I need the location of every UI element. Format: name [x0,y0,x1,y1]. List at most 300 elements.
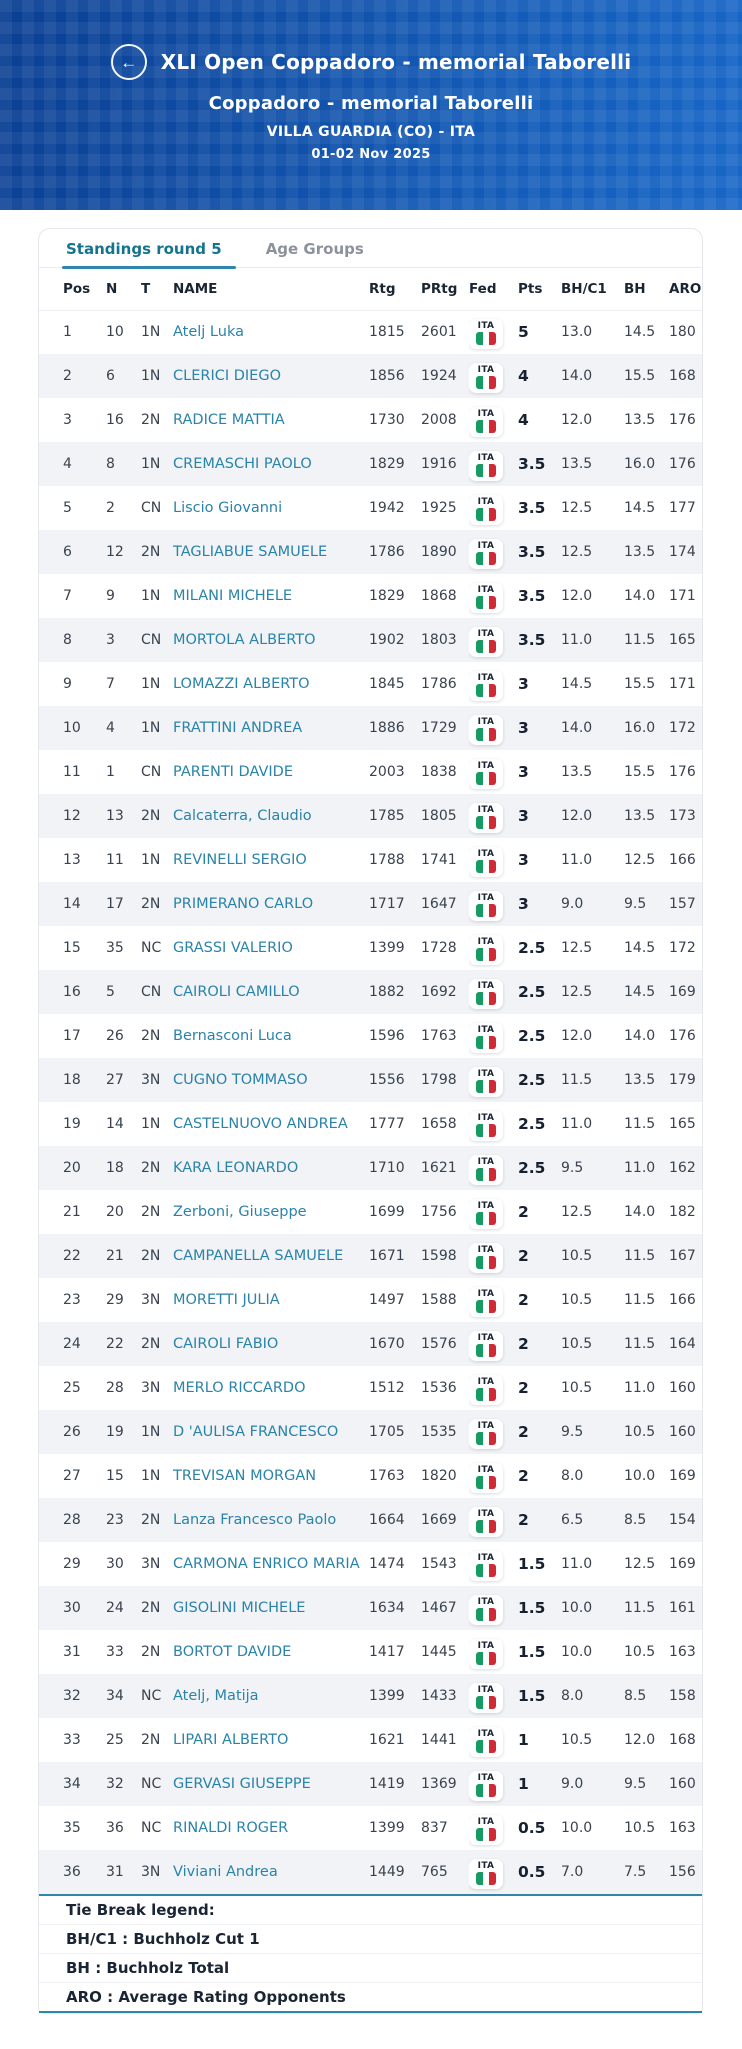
cell-fed [469,706,518,750]
cell-name [173,1806,369,1850]
player-name-link[interactable]: FRATTINI ANDREA [173,720,303,736]
player-name-link[interactable]: RADICE MATTIA [173,412,285,428]
cell-prtg: 1433 [421,1688,457,1704]
cell-aro: 160 [669,1380,696,1396]
cell-prtg: 1925 [421,500,457,516]
cell-bh: 12.0 [624,1732,656,1748]
cell-name [173,750,369,794]
cell-n: 13 [106,808,124,824]
cell-pos: 30 [63,1600,81,1616]
cell-prtg: 1838 [421,764,457,780]
cell-t: 2N [141,1600,161,1616]
cell-fed [469,1674,518,1718]
player-name-link[interactable]: Calcaterra, Claudio [173,808,312,824]
cell-name [173,1498,369,1542]
cell-bhc1: 13.5 [561,764,593,780]
federation-code: ITA [477,1200,495,1211]
cell-prtg: 1467 [421,1600,457,1616]
cell-t: CN [141,984,162,1000]
cell-bh: 10.5 [624,1644,656,1660]
cell-bhc1: 7.0 [561,1864,584,1880]
cell-prtg: 1536 [421,1380,457,1396]
cell-pts: 2.5 [518,1027,546,1045]
cell-pos: 5 [63,500,72,516]
legend-item-aro: ARO : Average Rating Opponents [39,1982,702,2011]
table-row [39,882,702,926]
tournament-dates: 01-02 Nov 2025 [311,147,431,162]
cell-pos: 2 [63,368,72,384]
cell-n: 1 [106,764,115,780]
federation-code: ITA [477,936,495,947]
cell-pos: 36 [63,1864,81,1880]
federation-badge [469,1287,503,1317]
federation-code: ITA [477,1860,495,1871]
federation-code: ITA [477,1112,495,1123]
federation-code: ITA [477,1376,495,1387]
table-row [39,1674,702,1718]
cell-fed [469,618,518,662]
cell-bh: 15.5 [624,764,656,780]
cell-prtg: 837 [421,1820,448,1836]
cell-pos: 35 [63,1820,81,1836]
cell-n: 23 [106,1512,124,1528]
player-name-link[interactable]: Bernasconi Luca [173,1028,292,1044]
federation-code: ITA [477,1684,495,1695]
cell-pts: 1.5 [518,1643,546,1661]
table-header-row [39,268,702,310]
cell-pts: 3 [518,851,529,869]
cell-rtg: 1882 [369,984,405,1000]
cell-name [173,706,369,750]
cell-pts: 2 [518,1203,529,1221]
italy-flag-icon [476,376,496,389]
player-name-link[interactable]: LIPARI ALBERTO [173,1732,289,1748]
cell-aro: 156 [669,1864,696,1880]
cell-n: 17 [106,896,124,912]
federation-code: ITA [477,848,495,859]
cell-bh: 12.5 [624,1556,656,1572]
cell-t: 2N [141,1204,161,1220]
cell-bhc1: 12.0 [561,588,593,604]
player-name-link[interactable]: KARA LEONARDO [173,1160,299,1176]
player-name-link[interactable]: REVINELLI SERGIO [173,852,307,868]
player-name-link[interactable]: PRIMERANO CARLO [173,896,314,912]
table-row [39,1058,702,1102]
player-name-link[interactable]: MORTOLA ALBERTO [173,632,316,648]
cell-prtg: 1756 [421,1204,457,1220]
cell-name [173,1454,369,1498]
cell-pos: 22 [63,1248,81,1264]
cell-aro: 176 [669,412,696,428]
cell-pos: 7 [63,588,72,604]
federation-badge [469,583,503,613]
cell-rtg: 1763 [369,1468,405,1484]
table-row [39,1190,702,1234]
player-name-link[interactable]: Atelj, Matija [173,1688,259,1704]
cell-t: 2N [141,544,161,560]
cell-prtg: 1763 [421,1028,457,1044]
cell-pts: 4 [518,411,529,429]
cell-prtg: 2008 [421,412,457,428]
cell-bhc1: 10.0 [561,1644,593,1660]
cell-aro: 168 [669,368,696,384]
federation-code: ITA [477,1596,495,1607]
cell-fed [469,1146,518,1190]
cell-bh: 7.5 [624,1864,647,1880]
cell-t: NC [141,1776,162,1792]
cell-rtg: 2003 [369,764,405,780]
cell-rtg: 1399 [369,1688,405,1704]
cell-bhc1: 10.5 [561,1248,593,1264]
player-name-link[interactable]: TAGLIABUE SAMUELE [173,544,328,560]
cell-rtg: 1417 [369,1644,405,1660]
cell-t: 3N [141,1864,161,1880]
cell-rtg: 1664 [369,1512,405,1528]
cell-rtg: 1710 [369,1160,405,1176]
table-row [39,574,702,618]
player-name-link[interactable]: Zerboni, Giuseppe [173,1204,307,1220]
player-name-link[interactable]: GISOLINI MICHELE [173,1600,306,1616]
cell-bhc1: 10.5 [561,1336,593,1352]
cell-pts: 3 [518,807,529,825]
cell-prtg: 1658 [421,1116,457,1132]
cell-pos: 27 [63,1468,81,1484]
player-name-link[interactable]: MERLO RICCARDO [173,1380,306,1396]
federation-code: ITA [477,320,495,331]
player-name-link[interactable]: CUGNO TOMMASO [173,1072,308,1088]
cell-name [173,1014,369,1058]
federation-code: ITA [477,1816,495,1827]
cell-pos: 13 [63,852,81,868]
federation-badge [469,1639,503,1669]
player-name-link[interactable]: D 'AULISA FRANCESCO [173,1424,339,1440]
cell-aro: 173 [669,808,696,824]
cell-n: 32 [106,1776,124,1792]
cell-pts: 3 [518,763,529,781]
player-name-link[interactable]: CAIROLI FABIO [173,1336,279,1352]
federation-code: ITA [477,1640,495,1651]
cell-n: 25 [106,1732,124,1748]
federation-code: ITA [477,1772,495,1783]
cell-pts: 2.5 [518,1115,546,1133]
federation-code: ITA [477,892,495,903]
cell-n: 21 [106,1248,124,1264]
cell-bh: 11.5 [624,1336,656,1352]
cell-fed [469,1762,518,1806]
cell-fed [469,1278,518,1322]
player-name-link[interactable]: MORETTI JULIA [173,1292,280,1308]
cell-bh: 10.5 [624,1424,656,1440]
cell-pos: 9 [63,676,72,692]
col-n: N [106,268,141,310]
italy-flag-icon [476,1608,496,1621]
cell-bh: 14.0 [624,1204,656,1220]
table-row [39,1630,702,1674]
cell-bh: 16.0 [624,456,656,472]
cell-aro: 174 [669,544,696,560]
federation-code: ITA [477,628,495,639]
tab-standings-round-5[interactable]: Standings round 5 [66,240,222,267]
cell-aro: 176 [669,1028,696,1044]
federation-badge [469,1023,503,1053]
cell-n: 2 [106,500,115,516]
italy-flag-icon [476,772,496,785]
cell-n: 8 [106,456,115,472]
cell-bhc1: 8.0 [561,1468,584,1484]
cell-bh: 13.5 [624,808,656,824]
cell-pts: 3.5 [518,455,546,473]
cell-aro: 166 [669,1292,696,1308]
cell-bhc1: 12.0 [561,412,593,428]
italy-flag-icon [476,552,496,565]
cell-name [173,1586,369,1630]
federation-code: ITA [477,584,495,595]
cell-pts: 1 [518,1775,529,1793]
federation-badge [469,539,503,569]
cell-rtg: 1717 [369,896,405,912]
cell-fed [469,442,518,486]
cell-aro: 154 [669,1512,696,1528]
table-row [39,750,702,794]
table-row [39,486,702,530]
cell-rtg: 1449 [369,1864,405,1880]
cell-name [173,1322,369,1366]
federation-code: ITA [477,1024,495,1035]
cell-fed [469,662,518,706]
cell-t: 1N [141,852,161,868]
federation-badge [469,1551,503,1581]
federation-code: ITA [477,1332,495,1343]
table-row [39,838,702,882]
player-name-link[interactable]: Liscio Giovanni [173,500,283,516]
cell-pts: 2.5 [518,1159,546,1177]
cell-n: 19 [106,1424,124,1440]
legend-title: Tie Break legend: [66,1901,215,1919]
player-name-link[interactable]: CAMPANELLA SAMUELE [173,1248,344,1264]
federation-code: ITA [477,1288,495,1299]
table-row [39,1586,702,1630]
italy-flag-icon [476,1432,496,1445]
cell-n: 24 [106,1600,124,1616]
col-bhc1: BH/C1 [561,268,624,310]
federation-badge [469,803,503,833]
cell-aro: 160 [669,1776,696,1792]
cell-prtg: 1803 [421,632,457,648]
cell-aro: 158 [669,1688,696,1704]
cell-fed [469,1058,518,1102]
cell-pts: 2 [518,1379,529,1397]
cell-aro: 176 [669,456,696,472]
cell-t: 1N [141,720,161,736]
cell-bhc1: 13.0 [561,324,593,341]
col-pts: Pts [518,268,561,310]
federation-code: ITA [477,980,495,991]
cell-fed [469,1366,518,1410]
cell-fed [469,970,518,1014]
cell-bh: 9.5 [624,896,647,912]
cell-bhc1: 9.0 [561,896,584,912]
cell-pts: 2 [518,1247,529,1265]
cell-prtg: 1445 [421,1644,457,1660]
table-row [39,398,702,442]
cell-aro: 172 [669,940,696,956]
cell-fed [469,1102,518,1146]
cell-pos: 14 [63,896,81,912]
cell-bhc1: 11.0 [561,632,593,648]
player-name-link[interactable]: CAIROLI CAMILLO [173,984,300,1000]
cell-rtg: 1829 [369,588,405,604]
cell-n: 10 [106,324,124,341]
player-name-link[interactable]: BORTOT DAVIDE [173,1644,292,1660]
federation-code: ITA [477,540,495,551]
table-row [39,618,702,662]
table-row [39,1234,702,1278]
italy-flag-icon [476,1124,496,1137]
cell-prtg: 1369 [421,1776,457,1792]
cell-pos: 1 [63,324,72,341]
cell-rtg: 1902 [369,632,405,648]
cell-fed [469,1234,518,1278]
federation-code: ITA [477,364,495,375]
standings-table [39,268,702,1894]
cell-prtg: 1924 [421,368,457,384]
player-name-link[interactable]: GERVASI GIUSEPPE [173,1776,311,1792]
cell-fed [469,1718,518,1762]
cell-fed [469,750,518,794]
cell-name [173,1762,369,1806]
cell-prtg: 1798 [421,1072,457,1088]
table-row [39,1278,702,1322]
col-rtg: Rtg [369,268,421,310]
col-fed: Fed [469,268,518,310]
cell-bh: 11.5 [624,1248,656,1264]
player-name-link[interactable]: LOMAZZI ALBERTO [173,676,310,692]
cell-bh: 16.0 [624,720,656,736]
cell-t: 2N [141,896,161,912]
cell-name [173,882,369,926]
table-row [39,1806,702,1850]
cell-n: 35 [106,940,124,956]
italy-flag-icon [476,1828,496,1841]
federation-badge [469,407,503,437]
federation-badge [469,363,503,393]
italy-flag-icon [476,1300,496,1313]
cell-t: CN [141,632,162,648]
cell-pos: 3 [63,412,72,428]
cell-pts: 3 [518,675,529,693]
federation-badge [469,1771,503,1801]
cell-rtg: 1512 [369,1380,405,1396]
tournament-subtitle: Coppadoro - memorial Taborelli [208,93,534,114]
federation-badge [469,715,503,745]
player-name-link[interactable]: CARMONA ENRICO MARIA [173,1556,360,1572]
cell-name [173,662,369,706]
cell-pts: 0.5 [518,1863,546,1881]
cell-name [173,970,369,1014]
cell-bhc1: 10.0 [561,1600,593,1616]
italy-flag-icon [476,1036,496,1049]
cell-fed [469,398,518,442]
cell-prtg: 1805 [421,808,457,824]
cell-n: 9 [106,588,115,604]
federation-badge [469,627,503,657]
cell-aro: 180 [669,324,696,341]
table-row [39,1542,702,1586]
cell-bhc1: 11.0 [561,852,593,868]
player-name-link[interactable]: RINALDI ROGER [173,1820,289,1836]
cell-pts: 1.5 [518,1555,546,1573]
player-name-link[interactable]: Viviani Andrea [173,1864,278,1880]
cell-t: 3N [141,1556,161,1572]
cell-t: 1N [141,324,161,341]
federation-badge [469,319,503,349]
cell-pts: 2 [518,1467,529,1485]
federation-code: ITA [477,1508,495,1519]
cell-prtg: 1868 [421,588,457,604]
player-name-link[interactable]: Atelj Luka [173,324,244,341]
player-name-link[interactable]: GRASSI VALERIO [173,940,293,956]
table-row [39,1454,702,1498]
player-name-link[interactable]: CASTELNUOVO ANDREA [173,1116,348,1132]
federation-code: ITA [477,496,495,507]
cell-bh: 14.5 [624,324,656,341]
player-name-link[interactable]: PARENTI DAVIDE [173,764,293,780]
player-name-link[interactable]: CREMASCHI PAOLO [173,456,312,472]
cell-prtg: 1647 [421,896,457,912]
cell-bh: 11.0 [624,1160,656,1176]
cell-bhc1: 13.5 [561,456,593,472]
federation-badge [469,1859,503,1889]
cell-n: 36 [106,1820,124,1836]
cell-pos: 21 [63,1204,81,1220]
cell-rtg: 1670 [369,1336,405,1352]
table-row [39,1850,702,1894]
cell-n: 3 [106,632,115,648]
cell-bh: 10.0 [624,1468,656,1484]
player-name-link[interactable]: MILANI MICHELE [173,588,293,604]
legend-item-bhc1: BH/C1 : Buchholz Cut 1 [39,1924,702,1953]
italy-flag-icon [476,420,496,433]
back-button[interactable]: ← [111,44,147,80]
cell-fed [469,882,518,926]
cell-name [173,1850,369,1894]
federation-code: ITA [477,1552,495,1563]
cell-bh: 11.5 [624,1292,656,1308]
cell-n: 34 [106,1688,124,1704]
italy-flag-icon [476,640,496,653]
cell-prtg: 1543 [421,1556,457,1572]
cell-name [173,1058,369,1102]
cell-rtg: 1634 [369,1600,405,1616]
federation-code: ITA [477,452,495,463]
tab-age-groups[interactable]: Age Groups [265,240,364,258]
cell-prtg: 1576 [421,1336,457,1352]
table-row [39,970,702,1014]
cell-t: 2N [141,412,161,428]
cell-bhc1: 6.5 [561,1512,584,1528]
table-row [39,706,702,750]
cell-n: 26 [106,1028,124,1044]
cell-fed [469,1586,518,1630]
player-name-link[interactable]: CLERICI DIEGO [173,368,281,384]
federation-code: ITA [477,1464,495,1475]
player-name-link[interactable]: TREVISAN MORGAN [173,1468,317,1484]
player-name-link[interactable]: Lanza Francesco Paolo [173,1512,337,1528]
cell-aro: 167 [669,1248,696,1264]
tournament-venue: VILLA GUARDIA (CO) - ITA [266,124,476,140]
cell-t: 3N [141,1292,161,1308]
cell-bh: 10.5 [624,1820,656,1836]
